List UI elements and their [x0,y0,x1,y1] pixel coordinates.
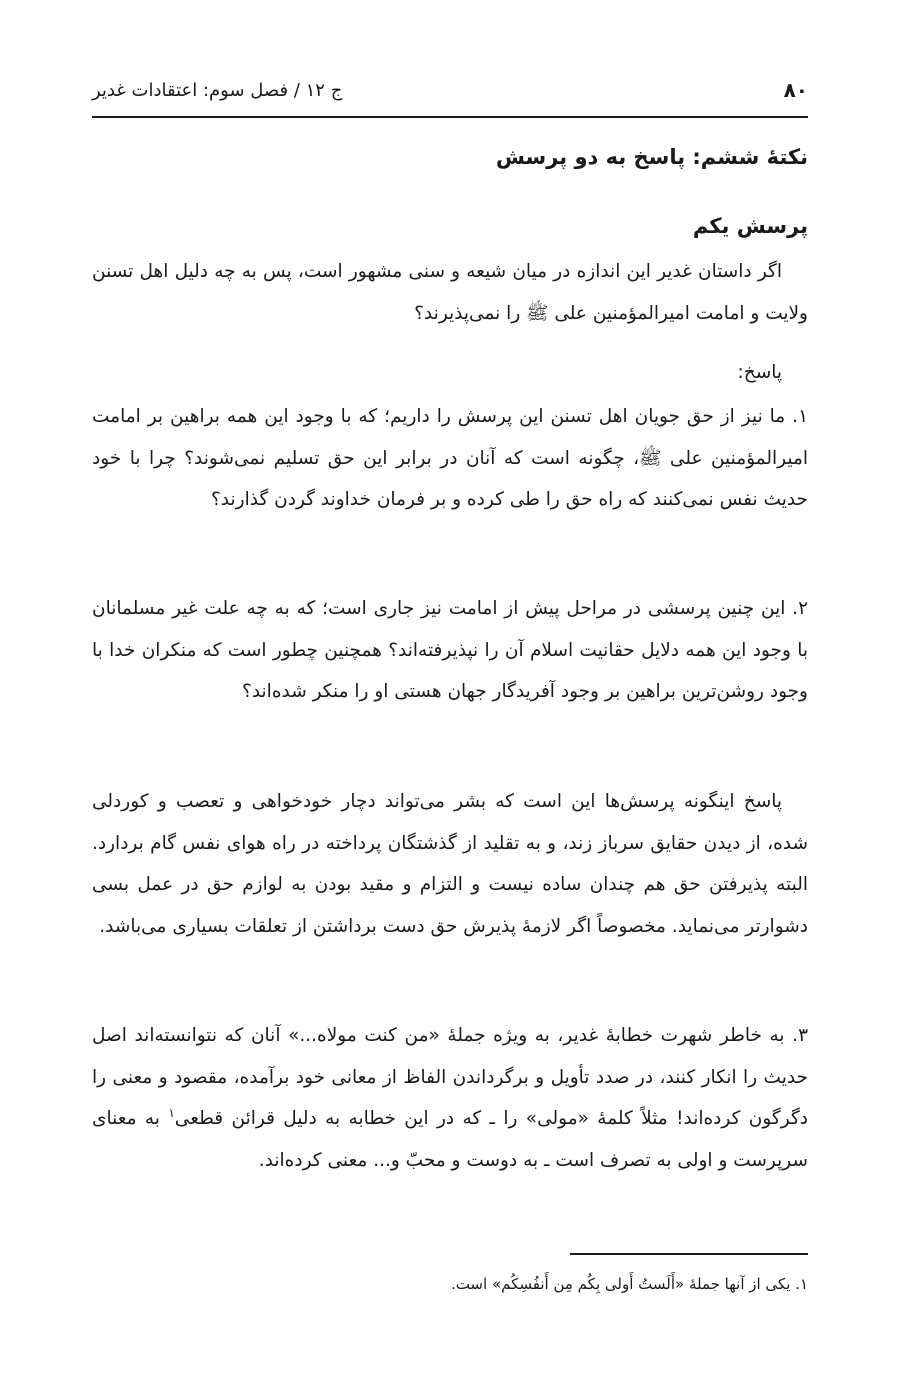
answer-3-text-end: به معنای سرپرست و اولی به تصرف است ـ به دوست و محبّ و... معنی کرده‌اند. [92,1108,808,1171]
footnote-divider [570,1253,808,1255]
running-head: ج ۱۲ / فصل سوم: اعتقادات غدیر [92,80,343,101]
question-paragraph: اگر داستان غدیر این اندازه در میان شیعه و سنی مشهور است، پس به چه دلیل اهل تسنن ولایت و امامت امیرالمؤمنین علی ﷺ را نمی‌پذیرند؟ [92,261,808,324]
answer-paragraph-2: ۲. این چنین پرسشی در مراحل پیش از امامت نیز جاری است؛ که به چه علت غیر مسلمانان با وجود این همه دلایل حقانیت اسلام آن را نپذیرفته‌اند؟ همچنین چطور است که منکران خدا با وجود روشن‌ترین براهین بر وجود آفریدگار جهان هستی او را منکر شده‌اند؟ [92,598,808,702]
answer-3-text-start: ۳. به خاطر شهرت خطابهٔ غدیر، به ویژه جملهٔ «من کنت مولاه...» آنان که نتوانسته‌اند اصل حدیث را انکار کنند، در صدد تأویل و برگرداندن الفاظ از معانی خود برآمده، مقصود و معنی را دگرگون کرده‌اند! مثلاً کلمهٔ «مولی» را ـ که در این خطابه به دلیل قرائن قطعی [92,1025,808,1129]
answer-paragraph-1: ۱. ما نیز از حق جویان اهل تسنن این پرسش را داریم؛ که با وجود این همه براهین بر امامت امیرالمؤمنین علی ﷺ، چگونه است که آنان در برابر این حق تسلیم نمی‌شوند؟ چرا با خود حدیث نفس نمی‌کنند که راه حق را طی کرده و بر فرمان خداوند گردن گذارند؟ [92,406,808,510]
subsection-title: پرسش یکم [692,214,808,238]
answer-paragraph-3 [92,1015,808,1181]
footnote: ۱. یکی از آنها جملهٔ «أَلَستُ أَولی بِکُم مِن أَنفُسِکُم» است. [450,1275,808,1293]
section-title: نکتهٔ ششم: پاسخ به دو پرسش [495,145,808,169]
page-number: ۸۰ [783,78,808,102]
explanation-paragraph: پاسخ اینگونه پرسش‌ها این است که بشر می‌تواند دچار خودخواهی و تعصب و کوردلی شده، از دیدن حقایق سرباز زند، و به تقلید از گذشتگان پرداخته در راه هوای نفس گام بردارد. البته پذیرفتن حق هم چندان ساده نیست و التزام و مقید بودن به لوازم حق در عمل بسی دشوارتر می‌نماید. مخصوصاً اگر لازمهٔ پذیرش حق دست برداشتن از تعلقات بسیاری می‌باشد. [92,791,808,937]
book-page [92,0,808,1390]
page-header [92,72,808,118]
answer-label: پاسخ: [737,362,782,383]
footnote-reference[interactable]: ۱ [168,1105,175,1120]
